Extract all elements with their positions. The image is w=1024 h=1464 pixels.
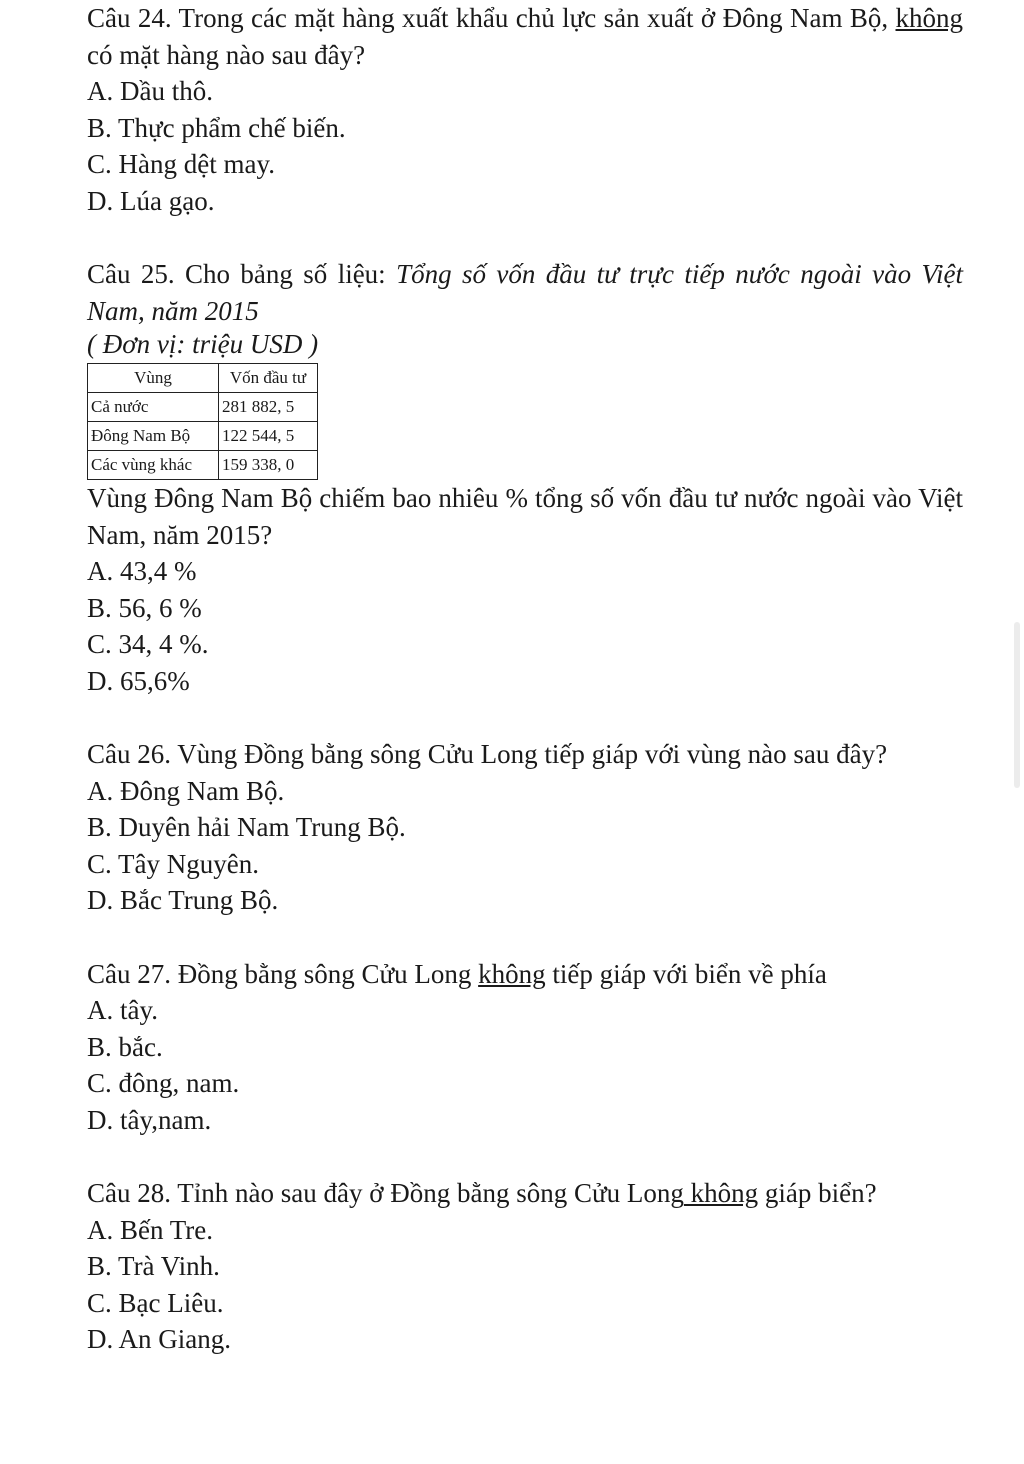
question-27-text-part1: Câu 27. Đồng bằng sông Cửu Long [87, 958, 479, 989]
question-25 [87, 256, 963, 699]
table-row [88, 451, 318, 480]
question-28-text-part2: giáp biển? [758, 1178, 877, 1208]
table-cell-region: Cả nước [88, 393, 219, 422]
table-cell-region: Đông Nam Bộ [88, 422, 219, 451]
table-cell-region: Các vùng khác [88, 451, 219, 480]
question-27-text [87, 956, 963, 993]
question-25-option-a: A. 43,4 % [87, 556, 197, 586]
question-27-emphasis: không [478, 958, 546, 989]
question-26-option-b: B. Duyên hải Nam Trung Bộ. [87, 812, 406, 842]
question-24-emphasis: không [895, 3, 963, 33]
investment-table [87, 363, 318, 480]
question-25-option-d: D. 65,6% [87, 665, 190, 696]
question-26-text: Câu 26. Vùng Đồng bằng sông Cửu Long tiếp giáp với vùng nào sau đây? [87, 739, 888, 769]
question-28 [87, 1175, 963, 1358]
question-28-text-part1: Câu 28. Tỉnh nào sau đây ở Đồng bằng sông Cửu Long [87, 1178, 684, 1208]
table-header-investment: Vốn đầu tư [219, 364, 318, 393]
question-27-option-c: C. đông, nam. [87, 1068, 240, 1098]
question-25-text-part1: Câu 25. Cho bảng số liệu: [87, 259, 397, 289]
question-25-option-b: B. 56, 6 % [87, 592, 202, 623]
question-24 [87, 0, 963, 219]
spacer [87, 1138, 963, 1175]
question-26-option-d: D. Bắc Trung Bộ. [87, 885, 279, 915]
spacer [87, 219, 963, 256]
question-26 [87, 736, 963, 919]
question-27-option-b: B. bắc. [87, 1031, 163, 1062]
question-27-option-a: A. tây. [87, 995, 158, 1025]
document-page [87, 0, 963, 1358]
question-27-text-part2: tiếp giáp với biển về phía [545, 958, 827, 989]
question-24-text-part1: Câu 24. Trong các mặt hàng xuất khẩu chủ lực sản xuất ở Đông Nam Bộ, [87, 3, 896, 33]
table-cell-value: 281 882, 5 [219, 393, 318, 422]
question-25-unit: ( Đơn vị: triệu USD ) [87, 329, 319, 359]
question-24-option-b: B. Thực phẩm chế biến. [87, 112, 346, 143]
question-24-text-part2: có mặt hàng nào sau đây? [87, 39, 366, 70]
question-28-option-b: B. Trà Vinh. [87, 1251, 220, 1281]
question-24-option-d: D. Lúa gạo. [87, 185, 215, 216]
question-28-option-a: A. Bến Tre. [87, 1214, 214, 1245]
question-24-option-a: A. Dầu thô. [87, 76, 213, 106]
question-27 [87, 956, 963, 1139]
question-28-text [87, 1175, 963, 1212]
table-header-region: Vùng [88, 364, 219, 393]
question-24-text [87, 0, 963, 73]
question-28-emphasis: không [683, 1178, 759, 1208]
question-28-option-c: C. Bạc Liêu. [87, 1287, 224, 1318]
question-27-option-d: D. tây,nam. [87, 1104, 212, 1135]
question-25-prompt: Vùng Đông Nam Bộ chiếm bao nhiêu % tổng số vốn đầu tư nước ngoài vào Việt Nam, năm 2015? [87, 483, 963, 550]
question-25-table-title: Tổng số vốn đầu tư trực tiếp nước ngoài vào Việt Nam, năm 2015 [87, 259, 963, 326]
question-26-option-c: C. Tây Nguyên. [87, 848, 259, 879]
table-row [88, 393, 318, 422]
table-row [88, 422, 318, 451]
question-25-option-c: C. 34, 4 %. [87, 629, 209, 659]
question-28-option-d: D. An Giang. [87, 1324, 231, 1354]
question-25-text [87, 256, 963, 329]
table-header-row [88, 364, 318, 393]
table-cell-value: 122 544, 5 [219, 422, 318, 451]
spacer [87, 699, 963, 736]
spacer [87, 919, 963, 956]
question-24-option-c: C. Hàng dệt may. [87, 149, 275, 179]
question-26-option-a: A. Đông Nam Bộ. [87, 775, 285, 806]
table-cell-value: 159 338, 0 [219, 451, 318, 480]
scrollbar[interactable] [1014, 622, 1020, 788]
